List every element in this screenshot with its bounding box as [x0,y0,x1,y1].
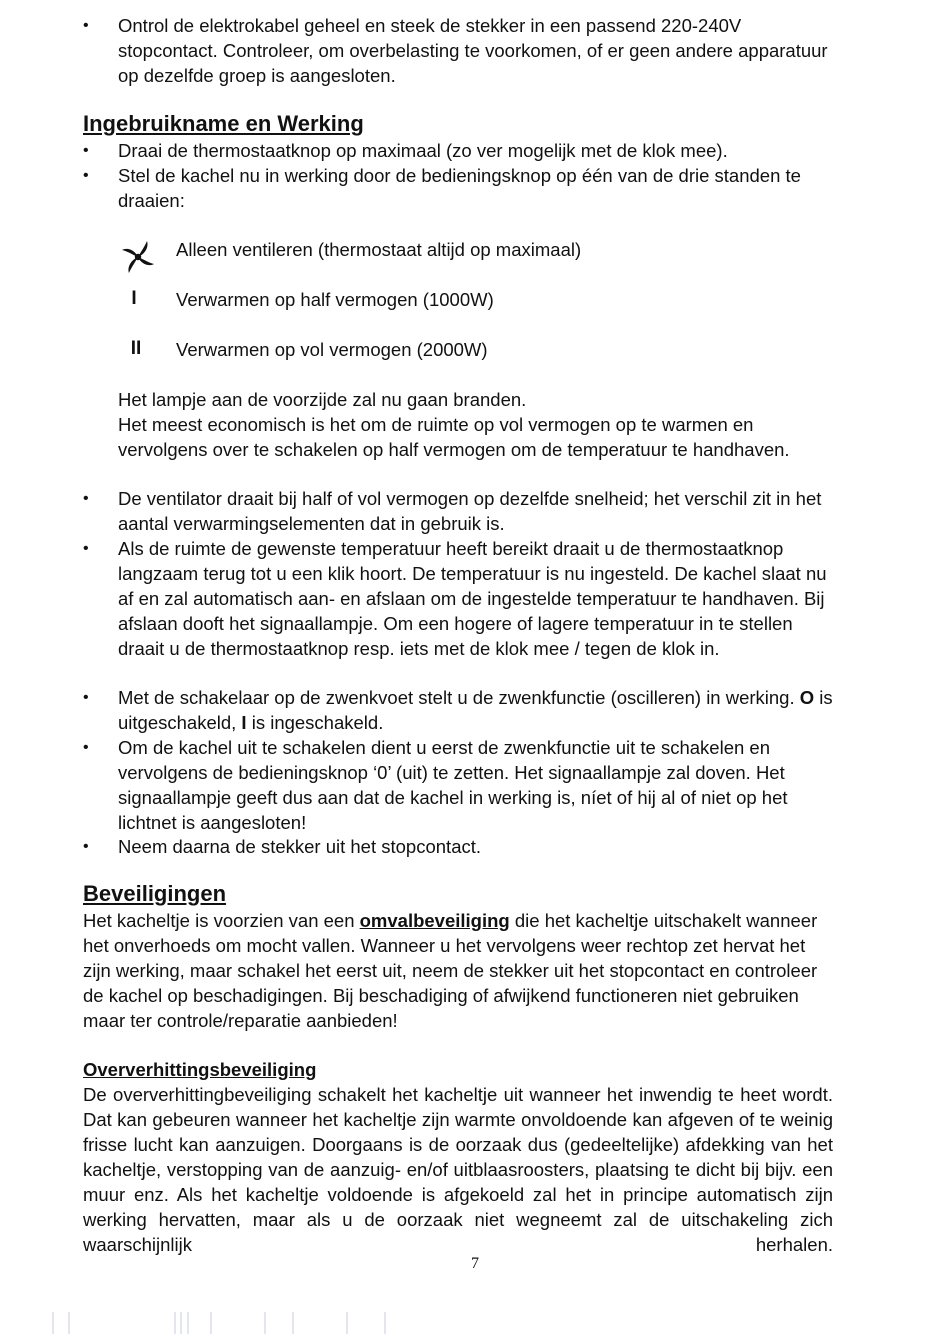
section-heading-ingebruikname: Ingebruikname en Werking [83,111,364,136]
mode-full-text: Verwarmen op vol vermogen (2000W) [176,339,488,360]
paragraph-part: Het kacheltje is voorzien van een [83,910,360,931]
mode-fan-text: Alleen ventileren (thermostaat altijd op maximaal) [176,239,582,260]
scan-artifact [174,1312,176,1334]
bullet-dot: • [83,838,89,855]
bullet-dot: • [83,739,89,756]
economy-note: Het meest economisch is het om de ruimte op vol vermogen op te warmen en vervolgens over te schakelen op half vermogen om de temperatuur te handhaven. [118,414,790,460]
bullet-dot: • [83,17,89,34]
beveiligingen-paragraph [83,908,823,1033]
mode-full-symbol: II [130,338,142,359]
bullet-text: Draai de thermostaatknop op maximaal (zo ver mogelijk met de klok mee). [118,140,728,161]
switch-on-symbol: I [241,712,247,733]
scan-artifact [68,1312,70,1334]
fan-icon [118,238,158,276]
bullet-text: Om de kachel uit te schakelen dient u eerst de zwenkfunctie uit te schakelen en vervolgens de bedieningsknop ‘0’ (uit) te zetten. Het signaallampje zal doven. Het signaallampje geeft dus aan dat de kachel in werking is, níet of hij al of niet op het lichtnet is aangesloten! [118,737,788,833]
lamp-note: Het lampje aan de voorzijde zal nu gaan branden. [118,389,527,410]
paragraph-part: die het kacheltje uitschakelt wanneer het onverhoeds om mocht vallen. Wanneer u het vervolgens weer rechtop zet hervat het zijn werking, maar schakel het eerst uit, neem de stekker uit het stopcontact en controleer de kachel op beschadigingen. Bij beschadiging of afwijkend functioneren niet gebruiken maar ter controle/reparatie aanbieden! [83,910,818,1031]
bullet-text: Neem daarna de stekker uit het stopcontact. [118,836,482,857]
bullet-text-part: is uitgeschakeld, [118,687,833,733]
bullet-dot: • [83,540,89,557]
scan-artifact [52,1312,54,1334]
section-heading-beveiligingen: Beveiligingen [83,881,227,906]
bullet-text: Ontrol de elektrokabel geheel en steek de stekker in een passend 220-240V stopcontact. Controleer, om overbelasting te voorkomen, of er geen andere apparatuur op dezelfde groep is aangesloten. [118,15,828,86]
oververhitting-paragraph: De oververhittingbeveiliging schakelt het kacheltje uit wanneer het inwendig te heet wordt. Dat kan gebeuren wanneer het kacheltje zijn warmte onvoldoende kan afgeven of te weinig frisse lucht kan aanzuigen. Doorgaans is de oorzaak dus (gedeeltelijke) afdekking van het kacheltje, verstopping van de aanzuig- en/of uitblaasroosters, plaatsing te dicht bij bijv. een muur enz. Als het kacheltje voldoende is afgekoeld zal het in principe automatisch zijn werking hervatten, maar als u de oorzaak niet wegneemt zal de uitschakeling zich waarschijnlijk herhalen. [83,1084,833,1255]
bullet-text [118,685,843,735]
page-number: 7 [471,1255,479,1272]
scan-artifact [264,1312,266,1334]
bullet-text-part: is ingeschakeld. [246,712,384,733]
scan-artifact [384,1312,386,1334]
switch-off-symbol: O [799,687,815,708]
bullet-dot: • [83,167,89,184]
mode-half-text: Verwarmen op half vermogen (1000W) [176,289,494,310]
scan-artifact [292,1312,294,1334]
bullet-dot: • [83,689,89,706]
bullet-dot: • [83,142,89,159]
scan-artifact [187,1312,189,1334]
bullet-text-part: Met de schakelaar op de zwenkvoet stelt u de zwenkfunctie (oscilleren) in werking. [118,687,800,708]
bullet-text: Als de ruimte de gewenste temperatuur heeft bereikt draait u de thermostaatknop langzaam terug tot u een klik hoort. De temperatuur is nu ingesteld. De kachel slaat nu af en zal automatisch aan- en afslaan om de ingestelde temperatuur te handhaven. Bij afslaan dooft het signaallampje. Om een hogere of lagere temperatuur in te stellen draait u de thermostaatknop resp. iets met de klok mee / tegen de klok in. [118,538,827,659]
scan-artifact [346,1312,348,1334]
bullet-text: De ventilator draait bij half of vol vermogen op dezelfde snelheid; het verschil zit in het aantal verwarmingselementen dat in gebruik is. [118,488,822,534]
mode-half-symbol: I [131,288,137,309]
scan-artifact [180,1312,182,1334]
omvalbeveiliging-term: omvalbeveiliging [359,910,510,931]
bullet-text: Stel de kachel nu in werking door de bedieningsknop op één van de drie standen te draaien: [118,165,801,211]
subsection-heading-oververhitting: Oververhittingsbeveiliging [83,1059,317,1080]
bullet-dot: • [83,490,89,507]
scan-artifact [210,1312,212,1334]
